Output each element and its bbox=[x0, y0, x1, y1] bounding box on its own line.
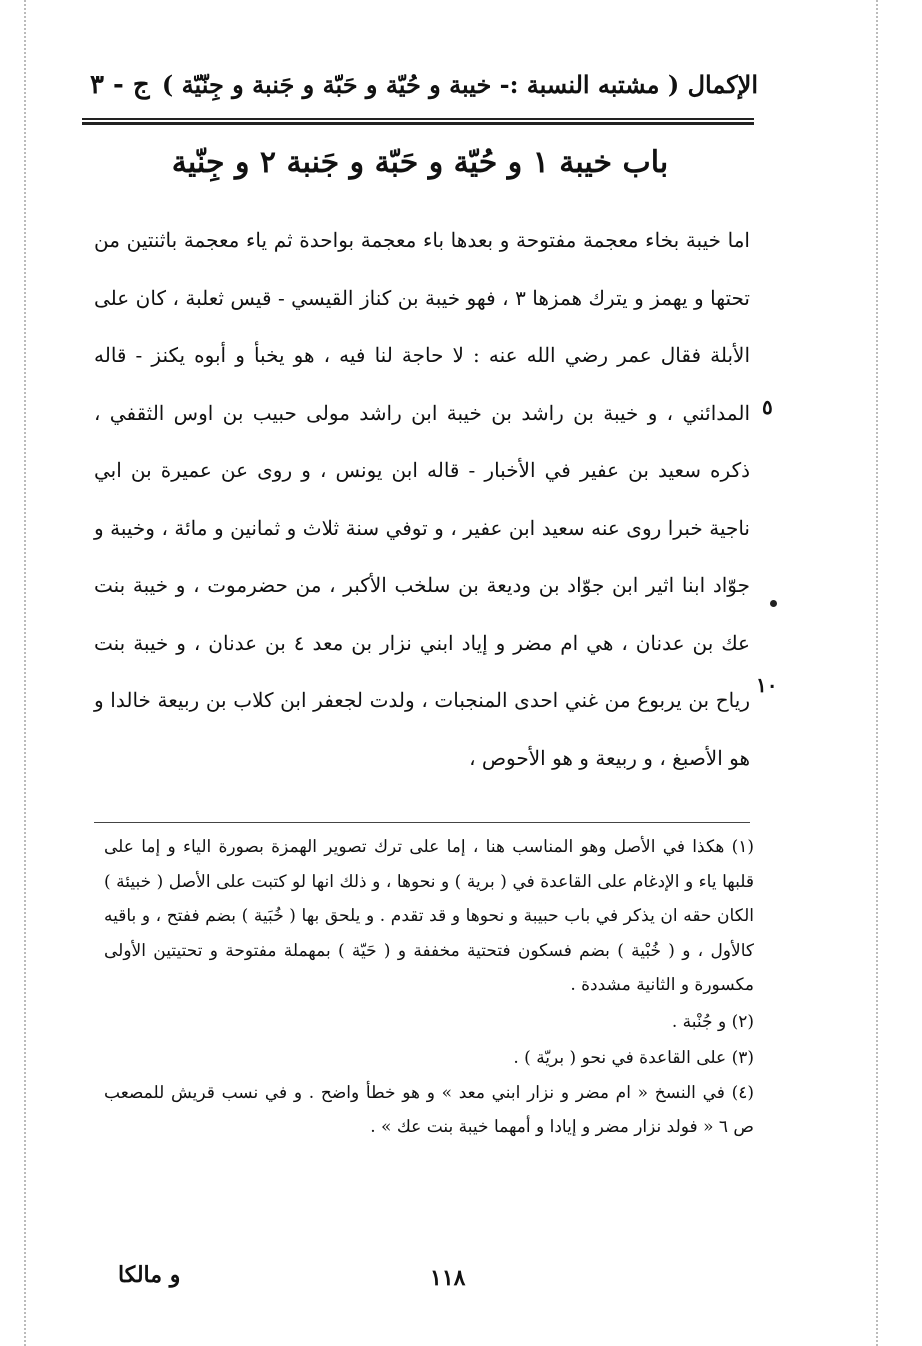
header-rule bbox=[82, 118, 754, 120]
line-number-5: ٥ bbox=[762, 395, 773, 419]
footnote-separator bbox=[94, 822, 750, 823]
header-title: الإكمال ( مشتبه النسبة :- خيبة و حُيّة و حَبّة و جَنبة و جِنّيّة ) bbox=[161, 70, 758, 99]
chapter-heading: باب خيبة ١ و حُيّة و حَبّة و جَنبة ٢ و جِنّية bbox=[171, 145, 669, 180]
footnote-2: (٢) و جُنْبة . bbox=[671, 1011, 754, 1032]
footnote-1: (١) هكذا في الأصل وهو المناسب هنا ، إما على ترك تصوير الهمزة بصورة الياء و إما على قلبها ياء و الإدغام على القاعدة في ( برية ) و نحوها ، و ذلك انها لو كتبت على الأصل ( خبيئة ) الكان حقه ان يذكر في باب حبيبة و نحوها و قد تقدم . و يلحق بها ( خُبَية ) بضم ففتح ، و باقيه كالأول ، و ( خُبْية ) بضم فسكون فتحتية مخففة و ( حَيّة ) بمهملة مفتوحة و تحتيتين الأولى مكسورة و الثانية مشددة . bbox=[104, 837, 754, 995]
header-rule-thick bbox=[82, 122, 754, 125]
volume-indicator: ج - ٣ bbox=[90, 70, 150, 100]
catchword: و مالكا bbox=[118, 1262, 181, 1288]
left-edge-dots bbox=[24, 0, 26, 1346]
footnotes bbox=[104, 830, 754, 1145]
line-number-10: ١٠ bbox=[756, 673, 778, 697]
footnote-4: (٤) في النسخ « ام مضر و نزار ابني معد » و هو خطأ واضح . و في نسب قريش للمصعب ص ٦ « فولد نزار مضر و إيادا و أمهما خيبة بنت عك » . bbox=[104, 1082, 754, 1137]
running-header bbox=[78, 62, 758, 114]
footnote-3: (٣) على القاعدة في نحو ( بريّة ) . bbox=[513, 1048, 754, 1068]
page-number: ١١٨ bbox=[430, 1265, 466, 1291]
right-edge-dots bbox=[876, 0, 878, 1346]
margin-dot bbox=[770, 600, 777, 607]
main-text: اما خيبة بخاء معجمة مفتوحة و بعدها باء معجمة بواحدة ثم ياء معجمة باثنتين من تحتها و يهمز و يترك همزها ٣ ، فهو خيبة بن كناز القيسي - قيس ثعلبة ، كان على الأبلة فقال عمر رضي الله عنه : لا حاجة لنا فيه ، هو يخبأ و أبوه يكنز - قاله المدائني ، و خيبة بن راشد بن خيبة ابن راشد مولى حبيب بن اوس الثقفي ، ذكره سعيد بن عفير في الأخبار - قاله ابن يونس ، و روى عن عميرة بن ابي ناجية خبرا روى عنه سعيد ابن عفير ، و توفي سنة ثلاث و ثمانين و مائة ، وخيبة و جوّاد ابنا اثير ابن جوّاد بن وديعة بن سلخب الأكبر ، من حضرموت ، و خيبة بنت عك بن عدنان ، هي ام مضر و إياد ابني نزار بن معد ٤ بن عدنان ، و خيبة بنت رياح بن يربوع من غني احدى المنجبات ، ولدت لجعفر ابن كلاب بن ربيعة خالدا و هو الأصبغ ، و ربيعة و هو الأحوص ، bbox=[94, 228, 750, 770]
